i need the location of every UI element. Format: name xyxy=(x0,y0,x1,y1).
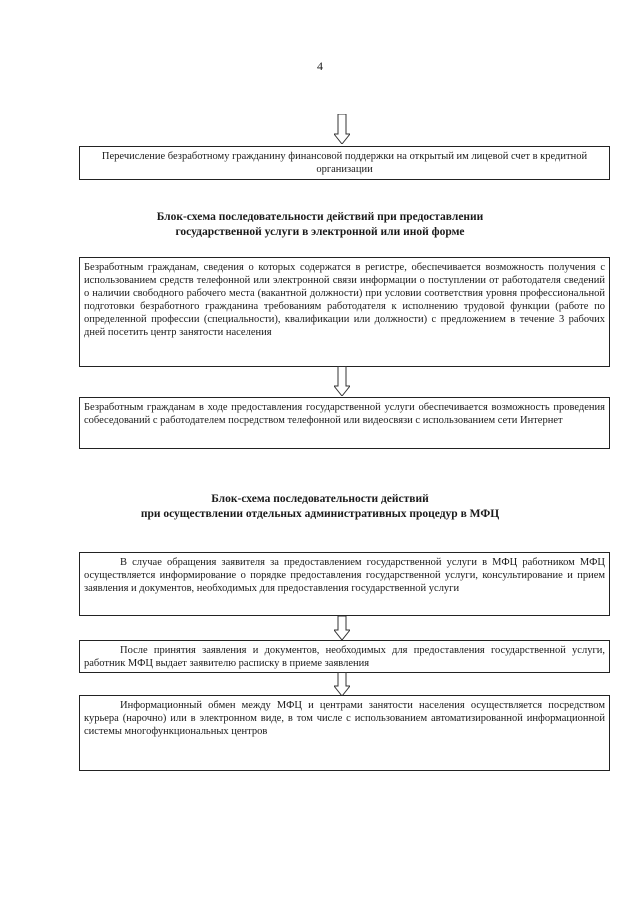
receipt-box: После принятия заявления и документов, необходимых для предоставления государственной услуги, работник МФЦ выдает заявителю расписку в приеме заявления xyxy=(79,640,610,673)
section2-title-line2: при осуществлении отдельных административных процедур в МФЦ xyxy=(140,508,500,520)
registry-info-box: Безработным гражданам, сведения о которых содержатся в регистре, обеспечивается возможность получения с использованием средств телефонной или электронной связи информации о поступлении от работодателя сведений о наличии свободного рабочего места (вакантной должности) при условии соответствия уровня профессиональной подготовки безработного гражданина требованиям работодателя к исполнению трудовой функции (работе по определенной профессии (специальности), квалификации или должности) с предложением в течение 3 рабочих дней посетить центр занятости населения xyxy=(79,257,610,367)
down-arrow-icon xyxy=(334,114,350,144)
mfc-request-box: В случае обращения заявителя за предоставлением государственной услуги в МФЦ работником МФЦ осуществляется информирование о порядке предоставления государственной услуги, консультирование и прием заявления и документов, необходимых для предоставления государственной услуги xyxy=(79,552,610,616)
interview-box: Безработным гражданам в ходе предоставления государственной услуги обеспечивается возможность проведения собеседований с работодателем посредством телефонной или видеосвязи с использованием сети Интернет xyxy=(79,397,610,449)
section1-title-line2: государственной услуги в электронной или иной форме xyxy=(175,226,465,238)
section1-title-line1: Блок-схема последовательности действий при предоставлении xyxy=(156,211,484,223)
down-arrow-icon xyxy=(334,366,350,396)
section2-title-line1: Блок-схема последовательности действий xyxy=(211,493,429,505)
financial-support-box: Перечисление безработному гражданину финансовой поддержки на открытый им лицевой счет в кредитной организации xyxy=(79,146,610,180)
info-exchange-box: Информационный обмен между МФЦ и центрами занятости населения осуществляется посредством курьера (нарочно) или в электронном виде, в том числе с использованием автоматизированной информационной системы многофункциональных центров xyxy=(79,695,610,771)
down-arrow-icon xyxy=(334,616,350,640)
page-number: 4 xyxy=(317,59,323,73)
down-arrow-icon xyxy=(334,672,350,696)
